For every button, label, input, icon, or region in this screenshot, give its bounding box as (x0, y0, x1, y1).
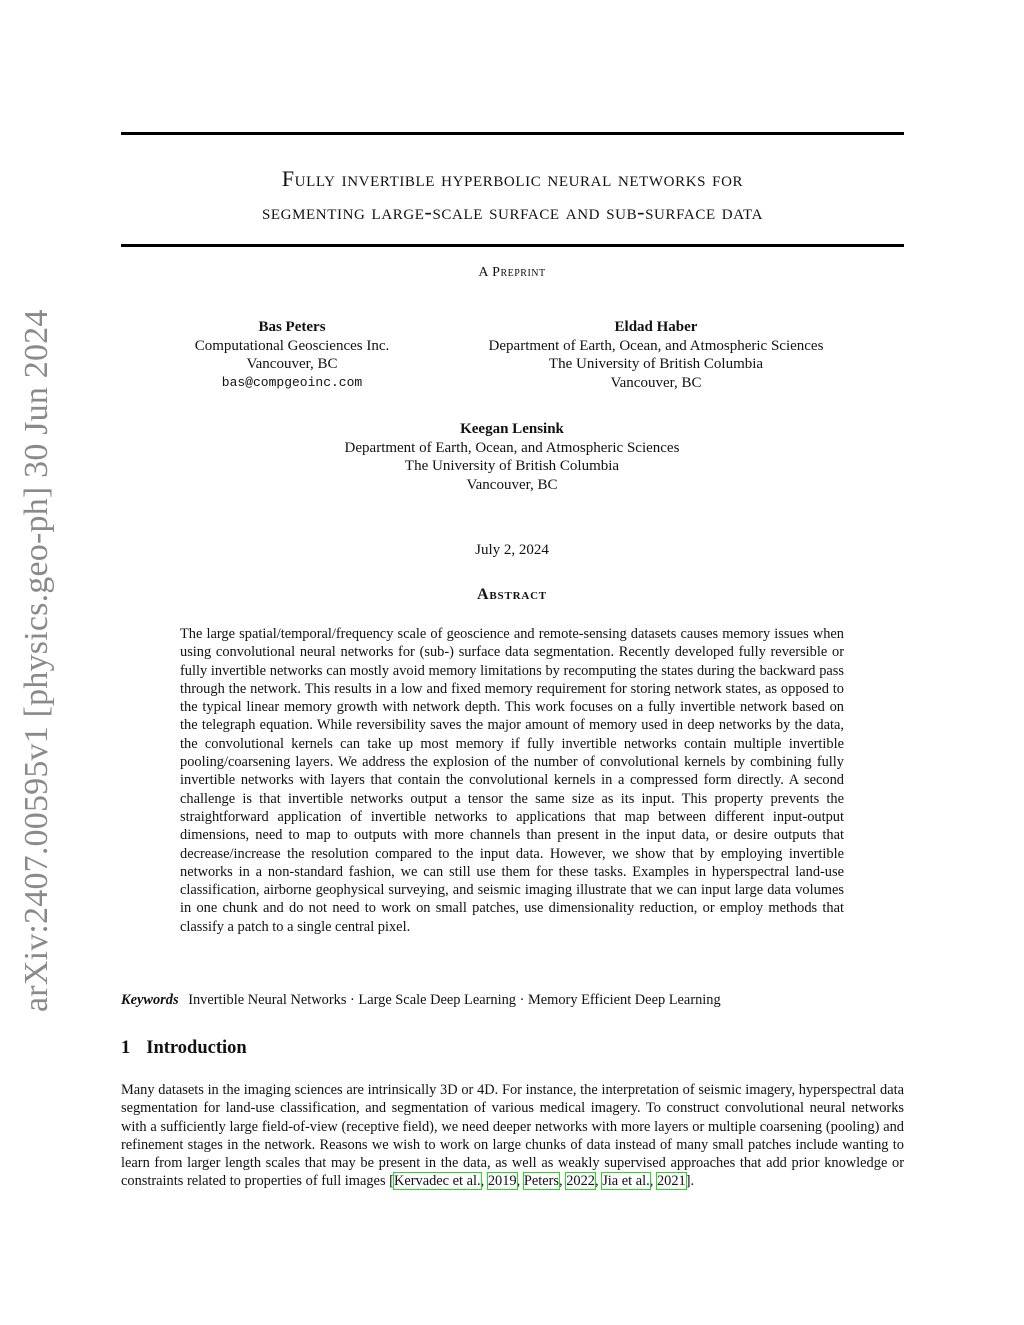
author-block-3 (280, 420, 744, 494)
citation-link[interactable]: 2021 (656, 1173, 686, 1190)
author-university: The University of British Columbia (404, 458, 620, 474)
author-location: Vancouver, BC (466, 476, 558, 493)
keywords (121, 992, 904, 1009)
author-block-2 (452, 318, 860, 392)
author-department: Department of Earth, Ocean, and Atmospheric Sciences (344, 439, 680, 456)
author-affiliation: Computational Geosciences Inc. (194, 337, 390, 354)
keywords-text: Invertible Neural Networks · Large Scale Deep Learning · Memory Efficient Deep Learning (188, 992, 721, 1008)
title-line-1: Fully invertible hyperbolic neural networks for (281, 166, 744, 191)
paper-title (121, 162, 904, 228)
citation-close: ]. (685, 1173, 695, 1190)
citation-link[interactable]: Jia et al. (602, 1173, 650, 1190)
citation-link[interactable]: Peters (523, 1173, 559, 1190)
abstract-heading: Abstract (477, 586, 547, 603)
author-department: Department of Earth, Ocean, and Atmospheric Sciences (488, 337, 824, 354)
author-name: Keegan Lensink (460, 421, 564, 437)
author-name: Bas Peters (258, 319, 326, 335)
section-title: Introduction (146, 1038, 247, 1058)
author-location: Vancouver, BC (246, 356, 338, 372)
arxiv-identifier: arXiv:2407.00595v1 [physics.geo-ph] 30 Jun 2024 (18, 309, 55, 1012)
author-block-1 (170, 318, 414, 392)
section-heading-introduction (121, 1038, 247, 1059)
author-name: Eldad Haber (614, 319, 698, 335)
author-university: The University of British Columbia (548, 356, 764, 372)
publication-date: July 2, 2024 (475, 542, 549, 558)
keywords-label: Keywords (121, 992, 179, 1008)
citation-link[interactable]: 2019 (487, 1173, 517, 1190)
author-location: Vancouver, BC (610, 374, 702, 391)
title-rule-top (121, 132, 904, 135)
title-line-2: segmenting large-scale surface and sub-surface data (261, 199, 764, 224)
citation-link[interactable]: 2022 (566, 1173, 595, 1190)
abstract-text: The large spatial/temporal/frequency scale of geoscience and remote-sensing datasets causes memory issues when using convolutional neural networks for (sub-) surface data segmentation. Recently developed fully reversible or fully invertible networks can mostly avoid memory limitations by recomputing the states during the backward pass through the network. This results in a low and fixed memory requirement for storing network states, as opposed to the typical linear memory growth with network depth. This work focuses on a fully invertible network based on the telegraph equation. While reversibility saves the major amount of memory used in deep networks by the data, the convolutional kernels can take up most memory if fully invertible networks contain multiple invertible pooling/coarsening layers. We address the explosion of the number of convolutional kernels by combining fully invertible networks with layers that contain the convolutional kernels in a compressed form directly. A second challenge is that invertible networks output a tensor the same size as its input. This property prevents the straightforward application of invertible networks to applications that map between different input-output dimensions, need to map to outputs with more channels than present in the input data, or desire outputs that decrease/increase the resolution compared to the input data. However, we show that by employing invertible networks in a non-standard fashion, we can still use them for these tasks. Examples in hyperspectral land-use classification, airborne geophysical surveying, and seismic imaging illustrate that we can input large data volumes in one chunk and do not need to work on small patches, use dimensionality reduction, or employ methods that classify a patch to a single central pixel. (180, 626, 844, 935)
introduction-text: Many datasets in the imaging sciences are intrinsically 3D or 4D. For instance, the interpretation of seismic imagery, hyperspectral data segmentation for land-use classification, and segmentation of various medical imagery. To construct convolutional neural networks with a sufficiently large field-of-view (receptive field), we need deeper networks with more layers or multiple coarsening (pooling) and refinement stages in the network. Reasons we wish to work on large chunks of data instead of many small patches include wanting to learn from larger length scales that may be present in the data, as well as weakly supervised approaches that add prior knowledge or constraints related to properties of full images [ (121, 1082, 904, 1190)
citation-link[interactable]: Kervadec et al. (393, 1173, 481, 1190)
author-email[interactable]: bas@compgeoinc.com (221, 374, 363, 390)
preprint-label: A Preprint (478, 265, 546, 280)
introduction-paragraph: Many datasets in the imaging sciences are intrinsically 3D or 4D. For instance, the interpretation of seismic imagery, hyperspectral data segmentation for land-use classification, and segmentation of various medical imagery. To construct convolutional neural networks with a sufficiently large field-of-view (receptive field), we need deeper networks with more layers or multiple coarsening (pooling) and refinement stages in the network. Reasons we wish to work on large chunks of data instead of many small patches include wanting to learn from larger length scales that may be present in the data, as well as weakly supervised approaches that add prior knowledge or constraints related to properties of full images [Kervadec et al., 2019, Peters, 2022, Jia et al., 2021]. (121, 1082, 904, 1190)
section-number: 1 (121, 1038, 131, 1058)
title-rule-bottom (121, 244, 904, 247)
